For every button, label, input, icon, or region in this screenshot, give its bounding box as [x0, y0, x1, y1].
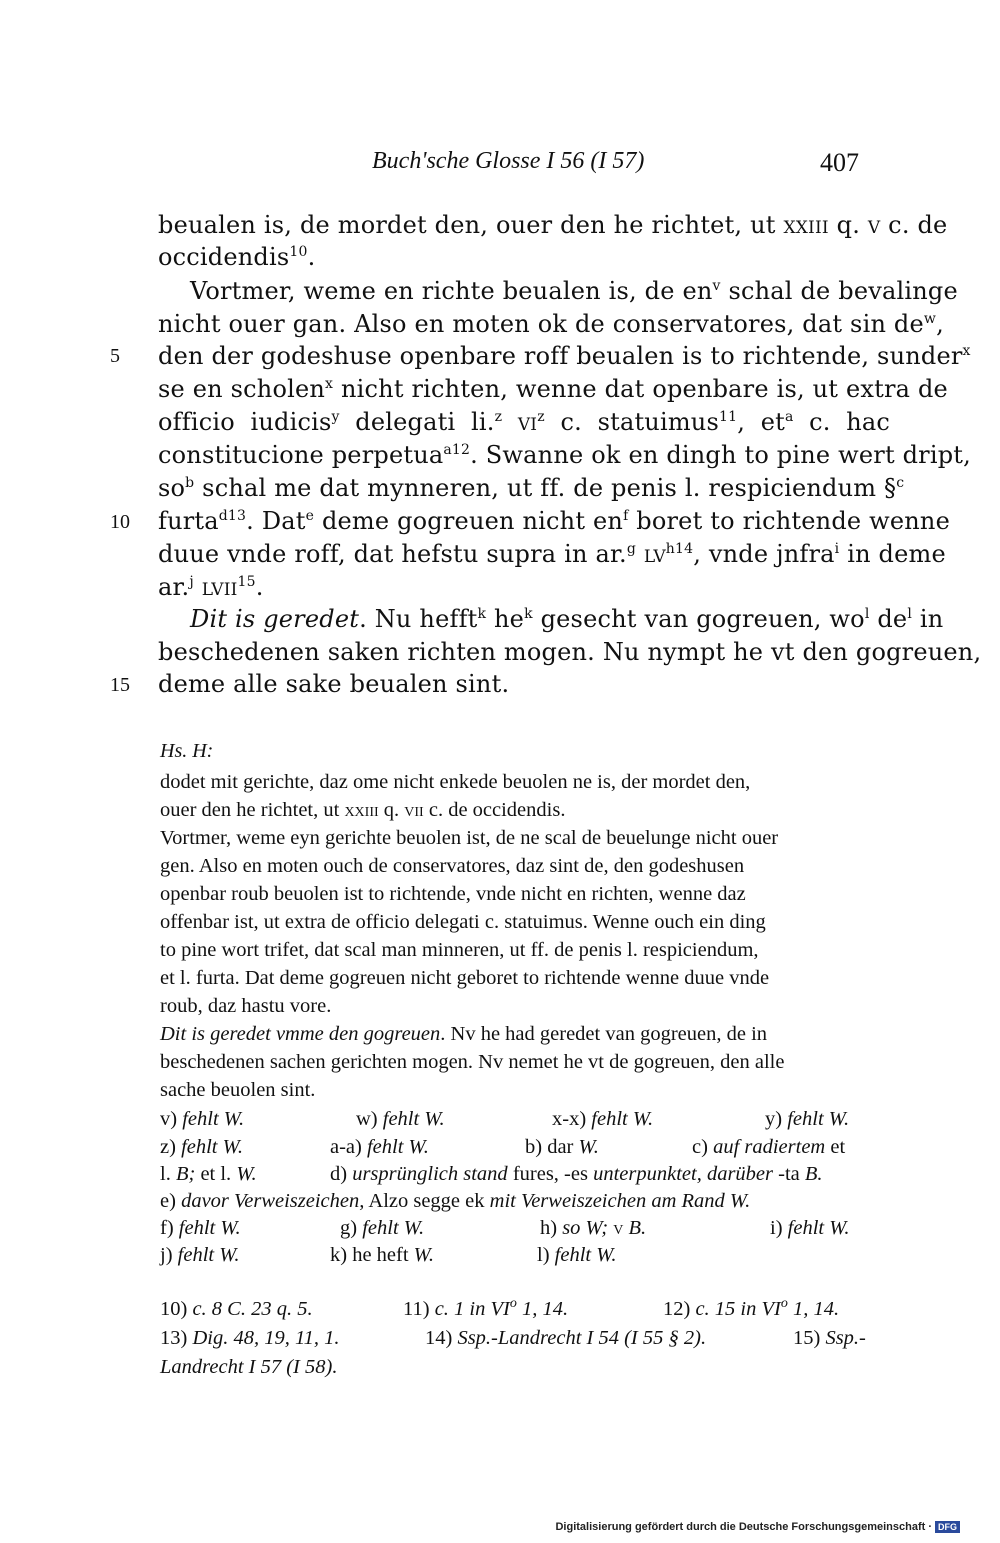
manuscript-label: Hs. H: — [160, 740, 214, 762]
source-note: 11) c. 1 in $VI^o$ 1, 14. — [403, 1296, 569, 1320]
source-note: 14) Ssp.-Landrecht I 54 (I 55 § 2). — [425, 1327, 707, 1349]
credit-text: Digitalisierung gefördert durch die Deutsche Forschungsgemeinschaft · — [555, 1521, 932, 1533]
apparatus-note: g) fehlt W. — [340, 1217, 425, 1239]
main-text-line: den der godeshuse openbare roff beualen is to richtende, sunder$^x$ — [158, 342, 971, 370]
main-text-line: constitucione perpetua$^{a12}$. Swanne ok en dingh to pine wert dript, — [158, 441, 971, 469]
apparatus-note: a-a) fehlt W. — [330, 1136, 429, 1158]
apparatus-note: l) fehlt W. — [537, 1244, 617, 1266]
digitization-credit — [555, 1521, 960, 1533]
manuscript-text-line: dodet mit gerichte, daz ome nicht enkede beuolen ne is, der mordet den, — [160, 771, 751, 793]
running-title: Buch'sche Glosse I 56 (I 57) — [372, 148, 645, 174]
source-note: Landrecht I 57 (I 58). — [160, 1356, 338, 1378]
apparatus-note: i) fehlt W. — [770, 1217, 850, 1239]
apparatus-note: l. B; et l. W. — [160, 1163, 257, 1185]
source-note: 10) c. 8 C. 23 q. 5. — [160, 1298, 313, 1320]
line-number: 15 — [110, 674, 130, 696]
main-text-line: Dit is geredet. Nu hefft$^k$ $he^k$ gesecht van gogreuen, $wo^l$ $de^l$ in — [190, 605, 944, 633]
line-number: 5 — [110, 345, 120, 367]
main-text-line: deme alle sake beualen sint. — [158, 670, 510, 698]
manuscript-text-line: openbar roub beuolen ist to richtende, vnde nicht en richten, wenne daz — [160, 883, 746, 905]
dfg-logo: DFG — [935, 1521, 960, 1533]
apparatus-note: e) davor Verweiszeichen, Alzo segge ek mit Verweiszeichen am Rand W. — [160, 1190, 751, 1212]
manuscript-text-line: ouer den he richtet, ut xxiii q. vii c. de occidendis. — [160, 799, 566, 821]
manuscript-text-line: et l. furta. Dat deme gogreuen nicht geboret to richtende wenne duue vnde — [160, 967, 770, 989]
apparatus-note: k) he heft W. — [330, 1244, 434, 1266]
main-text-line: beschedenen saken richten mogen. Nu nympt he vt den gogreuen, — [158, 638, 982, 666]
apparatus-note: f) fehlt W. — [160, 1217, 241, 1239]
main-text-line: ar.$^j$ lvii$^{15}$. — [158, 573, 264, 601]
apparatus-note: w) fehlt W. — [356, 1108, 445, 1130]
manuscript-text-line: offenbar ist, ut extra de officio delegati c. statuimus. Wenne ouch ein ding — [160, 911, 766, 933]
source-note: 13) Dig. 48, 19, 11, 1. — [160, 1327, 340, 1349]
page-number: 407 — [820, 148, 859, 177]
manuscript-text-line: beschedenen sachen gerichten mogen. Nv nemet he vt de gogreuen, den alle — [160, 1051, 785, 1073]
apparatus-note: h) so W; v B. — [540, 1217, 647, 1239]
apparatus-note: v) fehlt W. — [160, 1108, 245, 1130]
manuscript-text-line: gen. Also en moten ouch de conservatores, daz sint de, den godeshusen — [160, 855, 745, 877]
manuscript-text-line: to pine wort trifet, dat scal man minneren, ut ff. de penis l. respiciendum, — [160, 939, 759, 961]
apparatus-note: z) fehlt W. — [160, 1136, 243, 1158]
main-text-line: occidendis$^{10}$. — [158, 243, 316, 271]
main-text-line: duue vnde roff, dat hefstu supra in ar.$^g$ $lv^{h14}$, vnde jnfra$^i$ in deme — [158, 540, 946, 568]
source-note: 12) c. 15 in $VI^o$ 1, 14. — [663, 1296, 840, 1320]
main-text-line: Vortmer, weme en richte beualen is, de $en^v$ schal de bevalinge — [190, 277, 958, 305]
manuscript-text-line: Dit is geredet vmme den gogreuen. Nv he had geredet van gogreuen, de in — [160, 1023, 768, 1045]
manuscript-text-line: sache beuolen sint. — [160, 1079, 316, 1101]
apparatus-note: c) auf radiertem et — [692, 1136, 846, 1158]
main-text-line: officio iudicis$^y$ delegati li.$^z$ $vi^z$ c. statuimus$^{11}$, $et^a$ c. hac — [158, 408, 891, 436]
apparatus-note: y) fehlt W. — [765, 1108, 850, 1130]
manuscript-text-line: roub, daz hastu vore. — [160, 995, 332, 1017]
line-number: 10 — [110, 511, 130, 533]
main-text-line: se en scholen$^x$ nicht richten, wenne dat openbare is, ut extra de — [158, 375, 948, 403]
main-text-line: beualen is, de mordet den, ouer den he richtet, ut xxiii q. v c. de — [158, 211, 948, 239]
manuscript-text-line: Vortmer, weme eyn gerichte beuolen ist, de ne scal de beuelunge nicht ouer — [160, 827, 779, 849]
source-note: 15) Ssp.- — [793, 1327, 866, 1349]
apparatus-note: d) ursprünglich stand fures, -es unterpunktet, darüber -ta B. — [330, 1163, 823, 1185]
main-text-line: nicht ouer gan. Also en moten ok de conservatores, dat $\sin de^w$, — [158, 310, 944, 338]
main-text-line: $so^b$ schal me dat mynneren, ut ff. de penis l. respiciendum §$^c$ — [158, 474, 905, 502]
apparatus-note: j) fehlt W. — [160, 1244, 240, 1266]
apparatus-note: x-x) fehlt W. — [552, 1108, 654, 1130]
apparatus-note: b) dar W. — [525, 1136, 599, 1158]
main-text-line: furta$^{d13}$. Dat$^e$ deme gogreuen nicht $en^f$ boret to richtende wenne — [158, 507, 950, 535]
